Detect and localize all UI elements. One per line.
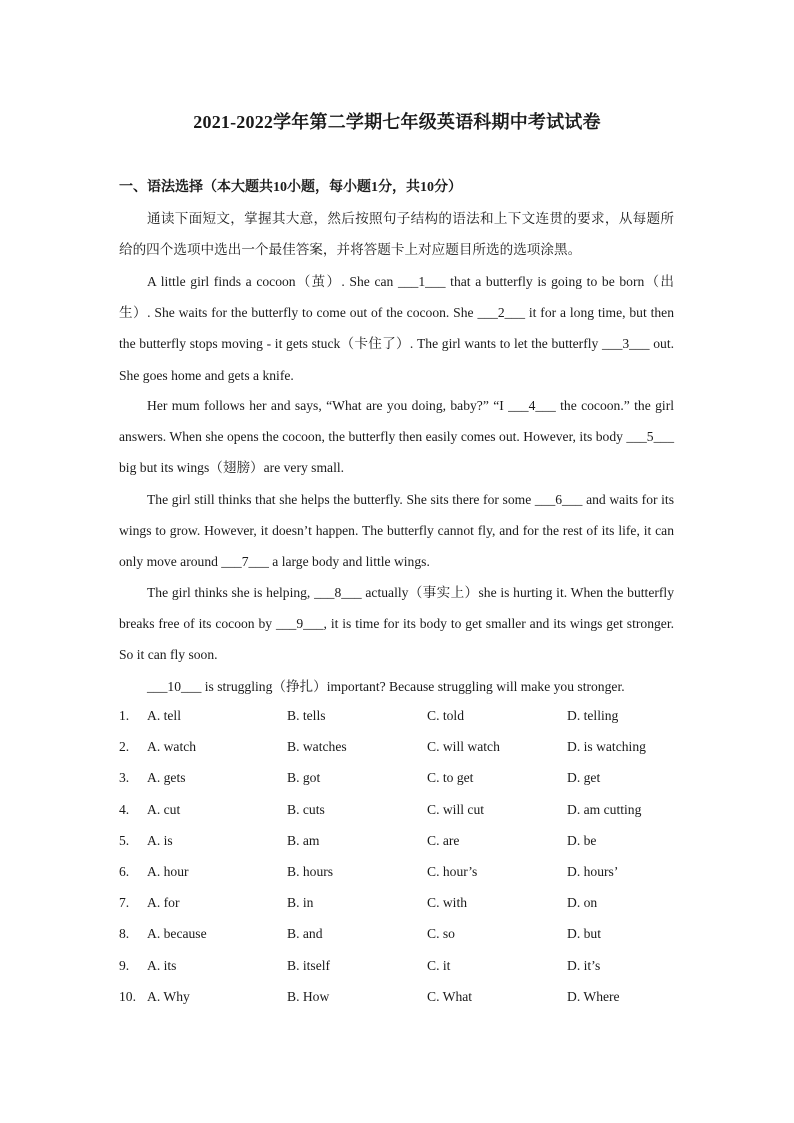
- option-d: D. hours’: [567, 863, 619, 879]
- passage-paragraph: The girl thinks she is helping, ___8___ actually（事实上）she is hurting it. When the butterfly breaks free of its cocoon by ___9___, it is time for its body to get smaller and its wings get stronger. So it can fly soon.: [119, 585, 674, 663]
- question-number: 5.: [119, 832, 130, 848]
- option-a: A. because: [147, 926, 207, 942]
- option-b: B. and: [287, 926, 323, 942]
- question-options-row: [119, 762, 674, 793]
- option-a: A. its: [147, 957, 177, 973]
- question-number: 8.: [119, 926, 130, 942]
- option-c: C. are: [427, 832, 460, 848]
- question-options-row: [119, 794, 674, 825]
- question-number: 7.: [119, 895, 130, 911]
- question-number: 10.: [119, 988, 136, 1004]
- option-b: B. tells: [287, 708, 326, 723]
- option-b: B. got: [287, 770, 321, 786]
- page-title: 2021-2022学年第二学期七年级英语科期中考试试卷: [193, 112, 601, 132]
- option-c: C. it: [427, 957, 451, 973]
- option-a: A. tell: [147, 708, 181, 723]
- option-d: D. be: [567, 832, 597, 848]
- option-b: B. itself: [287, 957, 331, 973]
- option-c: C. will watch: [427, 739, 500, 755]
- option-d: D. get: [567, 770, 601, 786]
- option-c: C. told: [427, 708, 465, 723]
- passage-paragraph: A little girl finds a cocoon（茧）. She can ___1___ that a butterfly is going to be born（出生）. She waits for the butterfly to come out of the cocoon. She ___2___ it for a long time, but then the butterfly stops moving - it gets stuck（卡住了）. The girl wants to let the butterfly ___3___ out. She goes home and gets a knife.: [119, 274, 674, 383]
- question-number: 2.: [119, 739, 130, 755]
- section-heading: 一、语法选择（本大题共10小题，每小题1分，共10分）: [119, 180, 462, 195]
- option-d: D. Where: [567, 988, 620, 1004]
- option-c: C. to get: [427, 770, 474, 786]
- question-number: 3.: [119, 770, 130, 786]
- question-options-row: [119, 731, 674, 762]
- question-options-row: [119, 981, 674, 1012]
- option-c: C. will cut: [427, 801, 485, 817]
- option-a: A. gets: [147, 770, 186, 786]
- question-options-row: [119, 700, 674, 731]
- question-options-row: [119, 918, 674, 949]
- option-a: A. Why: [147, 988, 190, 1004]
- option-c: C. What: [427, 988, 473, 1004]
- question-number: 9.: [119, 957, 130, 973]
- option-c: C. with: [427, 895, 468, 911]
- option-a: A. watch: [147, 739, 197, 755]
- question-number: 1.: [119, 708, 130, 723]
- option-d: D. but: [567, 926, 601, 942]
- option-b: B. cuts: [287, 801, 325, 817]
- option-b: B. watches: [287, 739, 347, 755]
- question-number: 4.: [119, 801, 130, 817]
- option-a: A. hour: [147, 863, 189, 879]
- question-options-row: [119, 856, 674, 887]
- option-b: B. How: [287, 988, 330, 1004]
- answer-options-list: [119, 700, 674, 1012]
- option-a: A. cut: [147, 801, 181, 817]
- option-d: D. is watching: [567, 739, 646, 755]
- question-options-row: [119, 825, 674, 856]
- instructions-paragraph: 通读下面短文，掌握其大意，然后按照句子结构的语法和上下文连贯的要求，从每题所给的四个选项中选出一个最佳答案，并将答题卡上对应题目所选的选项涂黑。: [119, 211, 674, 258]
- option-d: D. it’s: [567, 957, 601, 973]
- option-b: B. hours: [287, 863, 334, 879]
- passage-paragraph: The girl still thinks that she helps the butterfly. She sits there for some ___6___ and waits for its wings to grow. However, it doesn’t happen. The butterfly cannot fly, and for the rest of its life, it can only move around ___7___ a large body and little wings.: [119, 492, 674, 570]
- option-c: C. hour’s: [427, 863, 478, 879]
- option-d: D. am cutting: [567, 801, 642, 817]
- option-d: D. on: [567, 895, 598, 911]
- passage-paragraph: ___10___ is struggling（挣扎）important? Because struggling will make you stronger.: [147, 679, 625, 694]
- passage-paragraph: Her mum follows her and says, “What are you doing, baby?” “I ___4___ the cocoon.” the girl answers. When she opens the cocoon, the butterfly then easily comes out. However, its body ___5___ big but its wings（翅膀）are very small.: [119, 398, 674, 476]
- option-a: A. for: [147, 895, 180, 911]
- option-b: B. in: [287, 895, 314, 911]
- option-b: B. am: [287, 832, 320, 848]
- question-options-row: [119, 950, 674, 981]
- question-options-row: [119, 887, 674, 918]
- question-number: 6.: [119, 863, 130, 879]
- option-c: C. so: [427, 926, 455, 942]
- option-a: A. is: [147, 832, 173, 848]
- option-d: D. telling: [567, 708, 619, 723]
